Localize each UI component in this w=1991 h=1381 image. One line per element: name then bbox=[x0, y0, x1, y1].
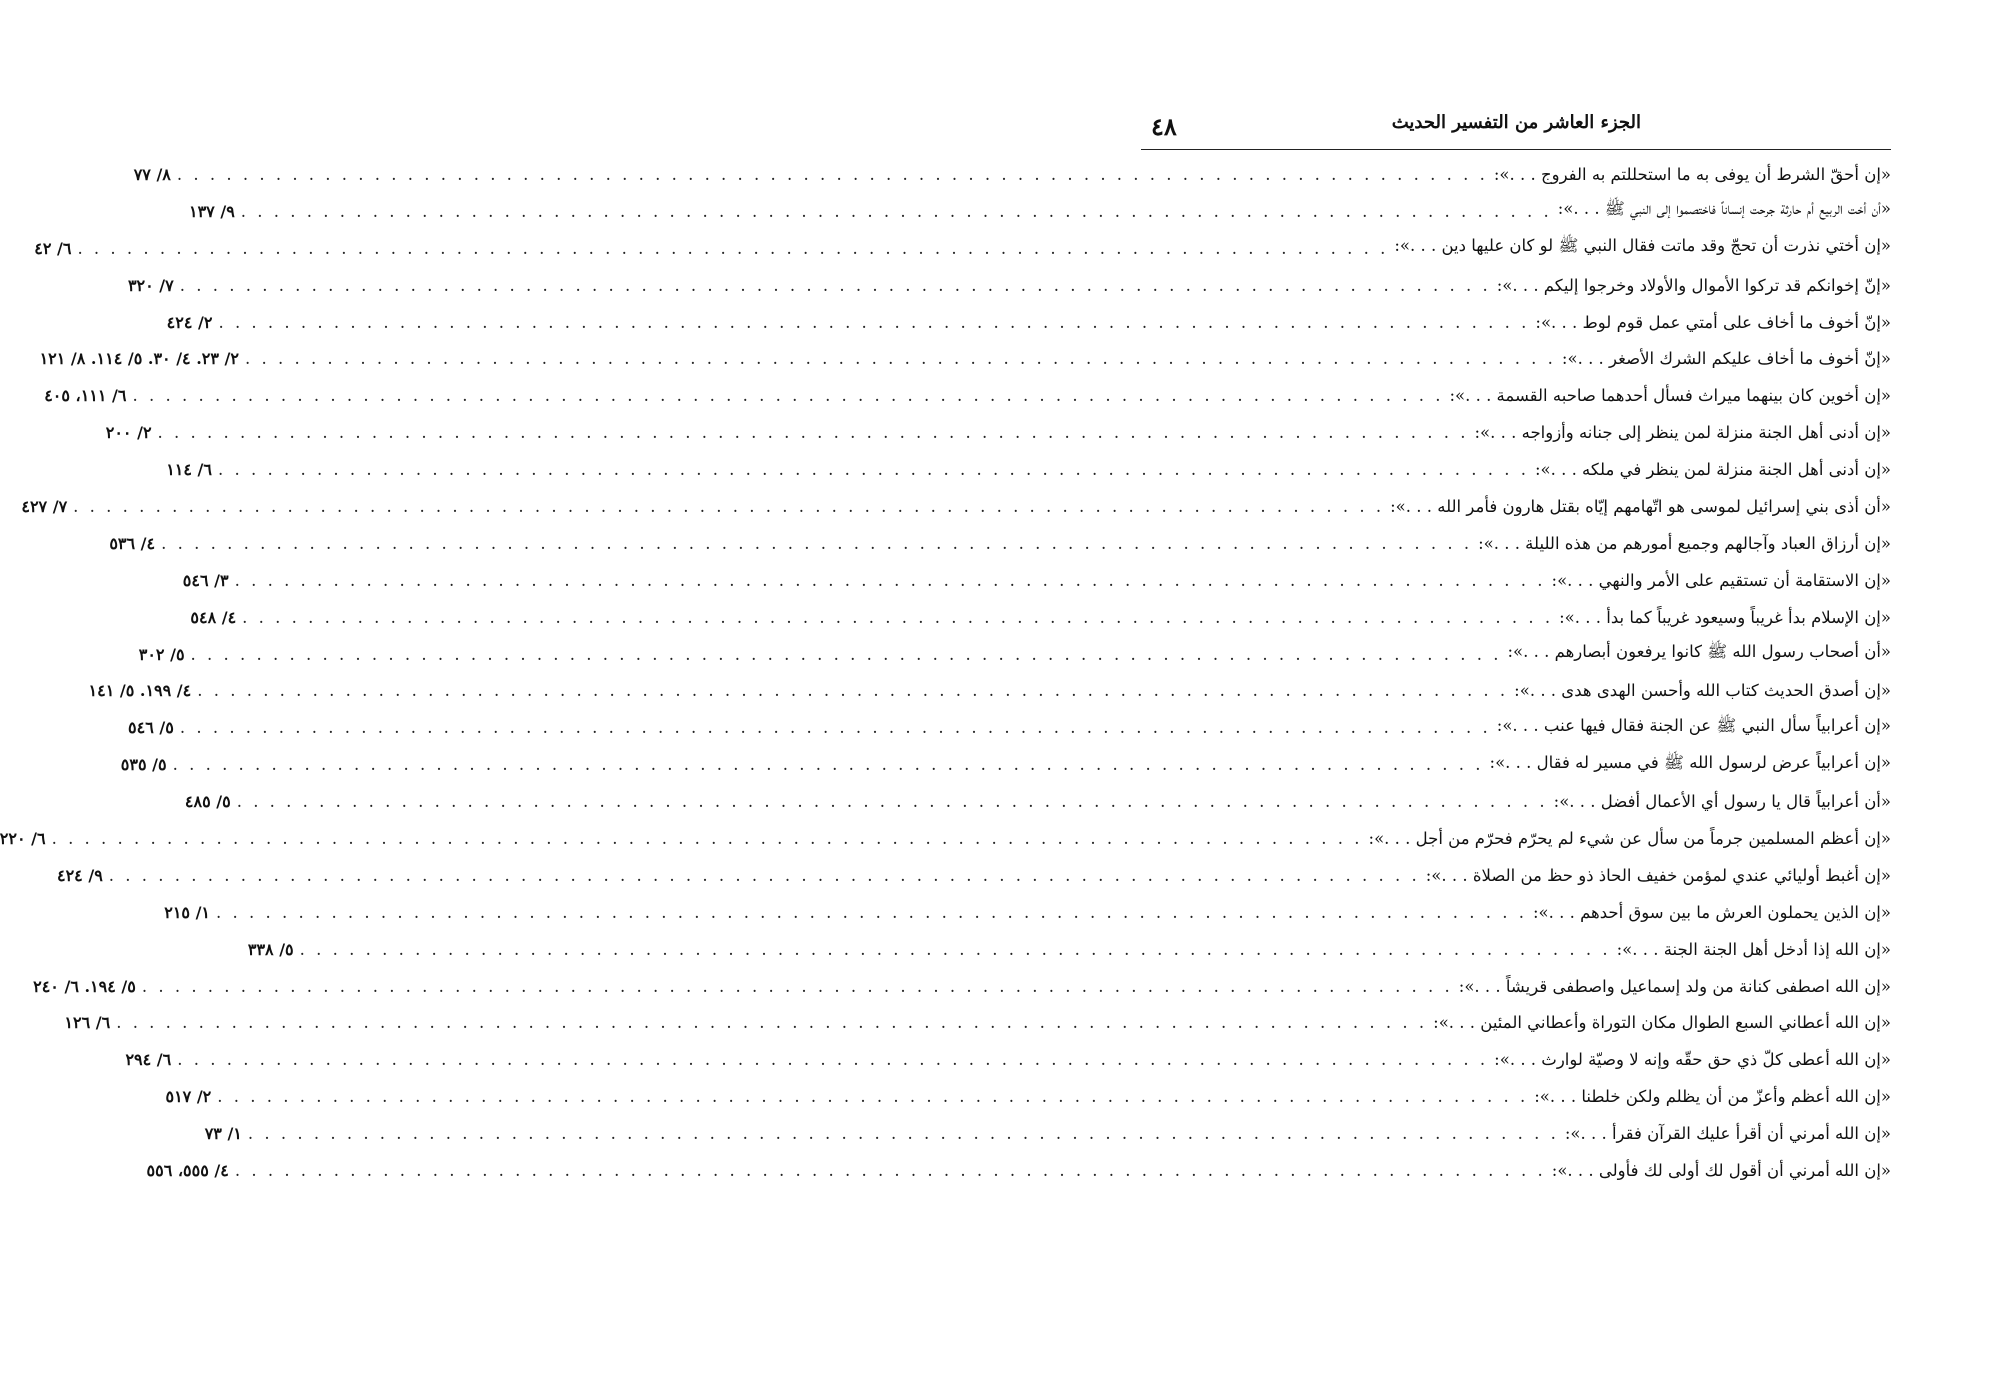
entry-text: «إن الله إذا أدخل أهل الجنة الجنة . . .»: bbox=[1616, 939, 1891, 959]
entry-text: «إن أرزاق العباد وآجالهم وجميع أمورهم من هذه الليلة . . .»: bbox=[1478, 533, 1891, 553]
index-entry bbox=[190, 599, 1891, 636]
entry-reference: ٦/ ١١٤ bbox=[166, 460, 212, 480]
dot-leader: . . . . . . . . . . . . . . . . . . . . . . . . . . . . . . . . . . . . . . . . . . . . . . . . . . . . . . . . . . . . . . . . . . . . . . . . . . . . . . . . bbox=[141, 976, 1453, 996]
index-entry bbox=[56, 857, 1891, 894]
dot-leader: . . . . . . . . . . . . . . . . . . . . . . . . . . . . . . . . . . . . . . . . . . . . . . . . . . . . . . . . . . . . . . . . . . . . . . . . . . . . . . . . bbox=[116, 1013, 1428, 1033]
index-entry bbox=[33, 968, 1891, 1005]
index-entry bbox=[64, 1004, 1891, 1041]
index-entry bbox=[204, 1115, 1891, 1152]
entry-text: «أن أصحاب رسول الله ﷺ كانوا يرفعون أبصارهم . . .»: bbox=[1507, 642, 1891, 662]
index-entry bbox=[105, 414, 1891, 451]
index-entry bbox=[125, 1041, 1891, 1078]
entry-text: «إن أعرابياً سأل النبي ﷺ عن الجنة فقال فيها عنب . . .»: bbox=[1496, 715, 1891, 735]
dot-leader: . . . . . . . . . . . . . . . . . . . . . . . . . . . . . . . . . . . . . . . . . . . . . . . . . . . . . . . . . . . . . . . . . . . . . . . . . . . . . . . . bbox=[161, 533, 1473, 553]
running-title: الجزء العاشر من التفسير الحديث bbox=[1391, 112, 1641, 133]
dot-leader: . . . . . . . . . . . . . . . . . . . . . . . . . . . . . . . . . . . . . . . . . . . . . . . . . . . . . . . . . . . . . . . . . . . . . . . . . . . . . . . . bbox=[236, 792, 1548, 812]
hadith-index-list bbox=[0, 156, 1891, 1189]
entry-text: «أن أخت الربيع أم حارثة جرحت إنساناً فاختصموا إلى النبي ﷺ . . .»: bbox=[1557, 199, 1891, 219]
entry-reference: ١/ ٧٣ bbox=[204, 1124, 242, 1144]
entry-reference: ٤/ ٥٥٥، ٥٥٦ bbox=[146, 1160, 229, 1180]
entry-text: «إن الذين يحملون العرش ما بين سوق أحدهم . . .»: bbox=[1532, 902, 1891, 922]
entry-text: «إنّ أخوف ما أخاف على أمتي عمل قوم لوط . . .»: bbox=[1535, 312, 1891, 332]
entry-text: «إن الإسلام بدأ غريباً وسيعود غريباً كما بدأ . . .»: bbox=[1559, 607, 1891, 627]
dot-leader: . . . . . . . . . . . . . . . . . . . . . . . . . . . . . . . . . . . . . . . . . . . . . . . . . . . . . . . . . . . . . . . . . . . . . . . . . . . . . . . . bbox=[73, 496, 1385, 516]
entry-reference: ١/ ٢١٥ bbox=[164, 902, 211, 922]
index-entry bbox=[133, 156, 1891, 193]
entry-text: «إن أختي نذرت أن تحجّ وقد ماتت فقال النبي ﷺ لو كان عليها دين . . .»: bbox=[1394, 236, 1891, 256]
entry-reference: ٣/ ٥٤٦ bbox=[182, 570, 229, 590]
entry-text: «إن الله أمرني أن أقول لك أولى لك فأولى . . .»: bbox=[1551, 1160, 1891, 1180]
index-entry bbox=[164, 894, 1891, 931]
entry-text: «إن أحقّ الشرط أن يوفى به ما استحللتم به الفروج . . .»: bbox=[1493, 164, 1891, 184]
entry-reference: ٧/ ٤٢٧ bbox=[21, 496, 68, 516]
entry-text: «إن أغبط أوليائي عندي لمؤمن خفيف الحاذ ذو حظ من الصلاة . . .»: bbox=[1425, 865, 1891, 885]
index-entry bbox=[166, 451, 1891, 488]
entry-text: «إن أدنى أهل الجنة منزلة لمن ينظر إلى جنانه وأزواجه . . .»: bbox=[1474, 423, 1891, 443]
entry-reference: ٥/ ٤٨٥ bbox=[184, 792, 231, 812]
dot-leader: . . . . . . . . . . . . . . . . . . . . . . . . . . . . . . . . . . . . . . . . . . . . . . . . . . . . . . . . . . . . . . . . . . . . . . . . . . . . . . . . bbox=[108, 865, 1420, 885]
entry-reference: ٥/ ٥٣٥ bbox=[120, 755, 167, 775]
index-entry bbox=[44, 377, 1891, 414]
dot-leader: . . . . . . . . . . . . . . . . . . . . . . . . . . . . . . . . . . . . . . . . . . . . . . . . . . . . . . . . . . . . . . . . . . . . . . . . . . . . . . . . bbox=[247, 1124, 1559, 1144]
dot-leader: . . . . . . . . . . . . . . . . . . . . . . . . . . . . . . . . . . . . . . . . . . . . . . . . . . . . . . . . . . . . . . . . . . . . . . . . . . . . . . . . bbox=[197, 681, 1509, 701]
entry-reference: ٤/ ٥٣٦ bbox=[109, 533, 156, 553]
dot-leader: . . . . . . . . . . . . . . . . . . . . . . . . . . . . . . . . . . . . . . . . . . . . . . . . . . . . . . . . . . . . . . . . . . . . . . . . . . . . . . . . bbox=[77, 238, 1389, 258]
index-entry bbox=[188, 193, 1891, 230]
entry-text: «إن الله اصطفى كنانة من ولد إسماعيل واصطفى قريشاً . . .»: bbox=[1458, 976, 1891, 996]
index-entry bbox=[128, 709, 1891, 746]
dot-leader: . . . . . . . . . . . . . . . . . . . . . . . . . . . . . . . . . . . . . . . . . . . . . . . . . . . . . . . . . . . . . . . . . . . . . . . . . . . . . . . . bbox=[157, 423, 1469, 443]
entry-reference: ٦/ ٢٢٠ bbox=[0, 828, 46, 848]
entry-reference: ٤/ ٥٤٨ bbox=[190, 607, 237, 627]
index-entry bbox=[184, 783, 1891, 820]
entry-reference: ٢/ ٢٣. ٤/ ٣٠. ٥/ ١١٤. ٨/ ١٢١ bbox=[39, 349, 239, 369]
entry-text: «إن أعرابياً عرض لرسول الله ﷺ في مسير له فقال . . .»: bbox=[1489, 752, 1891, 772]
entry-text: «إن الاستقامة أن تستقيم على الأمر والنهي . . .»: bbox=[1551, 570, 1891, 590]
dot-leader: . . . . . . . . . . . . . . . . . . . . . . . . . . . . . . . . . . . . . . . . . . . . . . . . . . . . . . . . . . . . . . . . . . . . . . . . . . . . . . . . bbox=[179, 718, 1491, 738]
dot-leader: . . . . . . . . . . . . . . . . . . . . . . . . . . . . . . . . . . . . . . . . . . . . . . . . . . . . . . . . . . . . . . . . . . . . . . . . . . . . . . . . bbox=[172, 755, 1484, 775]
entry-text: «إنّ إخوانكم قد تركوا الأموال والأولاد وخرجوا إليكم . . .»: bbox=[1496, 275, 1891, 295]
entry-text: «إن الله أعظم وأعزّ من أن يظلم ولكن خلطنا . . .»: bbox=[1534, 1087, 1891, 1107]
dot-leader: . . . . . . . . . . . . . . . . . . . . . . . . . . . . . . . . . . . . . . . . . . . . . . . . . . . . . . . . . . . . . . . . . . . . . . . . . . . . . . . . bbox=[51, 828, 1363, 848]
index-entry bbox=[21, 488, 1891, 525]
entry-text: «أن أذى بني إسرائيل لموسى هو اتّهامهم إيّاه بقتل هارون فأمر الله . . .»: bbox=[1390, 496, 1891, 516]
entry-reference: ٥/ ٣٠٢ bbox=[138, 644, 185, 664]
dot-leader: . . . . . . . . . . . . . . . . . . . . . . . . . . . . . . . . . . . . . . . . . . . . . . . . . . . . . . . . . . . . . . . . . . . . . . . . . . . . . . . . bbox=[242, 607, 1554, 627]
page-number: ٤٨ bbox=[1151, 112, 1177, 141]
index-entry bbox=[165, 1078, 1891, 1115]
entry-text: «أن أعرابياً قال يا رسول أي الأعمال أفضل . . .»: bbox=[1553, 792, 1891, 812]
dot-leader: . . . . . . . . . . . . . . . . . . . . . . . . . . . . . . . . . . . . . . . . . . . . . . . . . . . . . . . . . . . . . . . . . . . . . . . . . . . . . . . . bbox=[176, 164, 1488, 184]
entry-text: «إنّ أخوف ما أخاف عليكم الشرك الأصغر . . .»: bbox=[1561, 349, 1891, 369]
entry-reference: ٢/ ٥١٧ bbox=[165, 1087, 212, 1107]
dot-leader: . . . . . . . . . . . . . . . . . . . . . . . . . . . . . . . . . . . . . . . . . . . . . . . . . . . . . . . . . . . . . . . . . . . . . . . . . . . . . . . . bbox=[177, 1050, 1489, 1070]
entry-text: «إن أدنى أهل الجنة منزلة لمن ينظر في ملكه . . .»: bbox=[1534, 460, 1891, 480]
entry-reference: ٥/ ٣٣٨ bbox=[247, 939, 294, 959]
entry-reference: ٩/ ٤٢٤ bbox=[56, 865, 103, 885]
entry-reference: ٦/ ٤٢ bbox=[34, 238, 72, 258]
entry-reference: ٢/ ٢٠٠ bbox=[105, 423, 152, 443]
index-entry bbox=[120, 746, 1891, 783]
header-rule bbox=[1141, 149, 1891, 150]
entry-reference: ٦/ ٢٩٤ bbox=[125, 1050, 172, 1070]
index-entry bbox=[109, 525, 1891, 562]
entry-reference: ٥/ ١٩٤. ٦/ ٢٤٠ bbox=[33, 976, 136, 996]
entry-reference: ٢/ ٤٢٤ bbox=[166, 312, 213, 332]
dot-leader: . . . . . . . . . . . . . . . . . . . . . . . . . . . . . . . . . . . . . . . . . . . . . . . . . . . . . . . . . . . . . . . . . . . . . . . . . . . . . . . . bbox=[132, 386, 1444, 406]
index-entry bbox=[166, 304, 1891, 341]
entry-text: «إن أخوين كان بينهما ميراث فسأل أحدهما صاحبه القسمة . . .»: bbox=[1449, 386, 1891, 406]
entry-reference: ٨/ ٧٧ bbox=[133, 164, 171, 184]
entry-reference: ٥/ ٥٤٦ bbox=[128, 718, 174, 738]
index-entry bbox=[182, 562, 1891, 599]
page-header bbox=[1141, 108, 1891, 150]
dot-leader: . . . . . . . . . . . . . . . . . . . . . . . . . . . . . . . . . . . . . . . . . . . . . . . . . . . . . . . . . . . . . . . . . . . . . . . . . . . . . . . . bbox=[234, 1160, 1546, 1180]
dot-leader: . . . . . . . . . . . . . . . . . . . . . . . . . . . . . . . . . . . . . . . . . . . . . . . . . . . . . . . . . . . . . . . . . . . . . . . . . . . . . . . . bbox=[216, 902, 1527, 922]
index-entry bbox=[34, 230, 1891, 267]
dot-leader: . . . . . . . . . . . . . . . . . . . . . . . . . . . . . . . . . . . . . . . . . . . . . . . . . . . . . . . . . . . . . . . . . . . . . . . . . . . . . . . . bbox=[218, 312, 1530, 332]
dot-leader: . . . . . . . . . . . . . . . . . . . . . . . . . . . . . . . . . . . . . . . . . . . . . . . . . . . . . . . . . . . . . . . . . . . . . . . . . . . . . . . . bbox=[190, 644, 1502, 664]
entry-text: «إن الله أعطى كلّ ذي حق حقّه وإنه لا وصيّة لوارث . . .»: bbox=[1494, 1050, 1891, 1070]
entry-reference: ٧/ ٣٢٠ bbox=[127, 275, 174, 295]
entry-text: «إن أعظم المسلمين جرماً من سأل عن شيء لم يحرّم فحرّم من أجل . . .»: bbox=[1368, 828, 1891, 848]
index-entry bbox=[39, 340, 1891, 377]
index-entry bbox=[247, 931, 1891, 968]
index-entry bbox=[127, 267, 1891, 304]
dot-leader: . . . . . . . . . . . . . . . . . . . . . . . . . . . . . . . . . . . . . . . . . . . . . . . . . . . . . . . . . . . . . . . . . . . . . . . . . . . . . . . . bbox=[217, 1087, 1529, 1107]
entry-reference: ٦/ ١١١، ٤٠٥ bbox=[44, 386, 127, 406]
index-entry bbox=[146, 1152, 1891, 1189]
dot-leader: . . . . . . . . . . . . . . . . . . . . . . . . . . . . . . . . . . . . . . . . . . . . . . . . . . . . . . . . . . . . . . . . . . . . . . . . . . . . . . . . bbox=[218, 460, 1529, 480]
index-entry bbox=[88, 672, 1891, 709]
entry-text: «إن أصدق الحديث كتاب الله وأحسن الهدى هدى . . .»: bbox=[1514, 681, 1891, 701]
dot-leader: . . . . . . . . . . . . . . . . . . . . . . . . . . . . . . . . . . . . . . . . . . . . . . . . . . . . . . . . . . . . . . . . . . . . . . . . . . . . . . . . bbox=[179, 275, 1491, 295]
entry-text: «إن الله أمرني أن أقرأ عليك القرآن فقرأ . . .»: bbox=[1564, 1124, 1891, 1144]
entry-text: «إن الله أعطاني السبع الطوال مكان التوراة وأعطاني المئين . . .»: bbox=[1433, 1013, 1891, 1033]
dot-leader: . . . . . . . . . . . . . . . . . . . . . . . . . . . . . . . . . . . . . . . . . . . . . . . . . . . . . . . . . . . . . . . . . . . . . . . . . . . . . . . . bbox=[240, 201, 1552, 221]
dot-leader: . . . . . . . . . . . . . . . . . . . . . . . . . . . . . . . . . . . . . . . . . . . . . . . . . . . . . . . . . . . . . . . . . . . . . . . . . . . . . . . . bbox=[234, 570, 1546, 590]
dot-leader: . . . . . . . . . . . . . . . . . . . . . . . . . . . . . . . . . . . . . . . . . . . . . . . . . . . . . . . . . . . . . . . . . . . . . . . . . . . . . . . . bbox=[244, 349, 1556, 369]
index-entry bbox=[138, 636, 1891, 673]
dot-leader: . . . . . . . . . . . . . . . . . . . . . . . . . . . . . . . . . . . . . . . . . . . . . . . . . . . . . . . . . . . . . . . . . . . . . . . . . . . . . . . . bbox=[299, 939, 1611, 959]
index-entry bbox=[0, 820, 1891, 857]
entry-reference: ٦/ ١٢٦ bbox=[64, 1013, 111, 1033]
entry-reference: ٩/ ١٣٧ bbox=[188, 201, 235, 221]
entry-reference: ٤/ ١٩٩. ٥/ ١٤١ bbox=[88, 681, 192, 701]
